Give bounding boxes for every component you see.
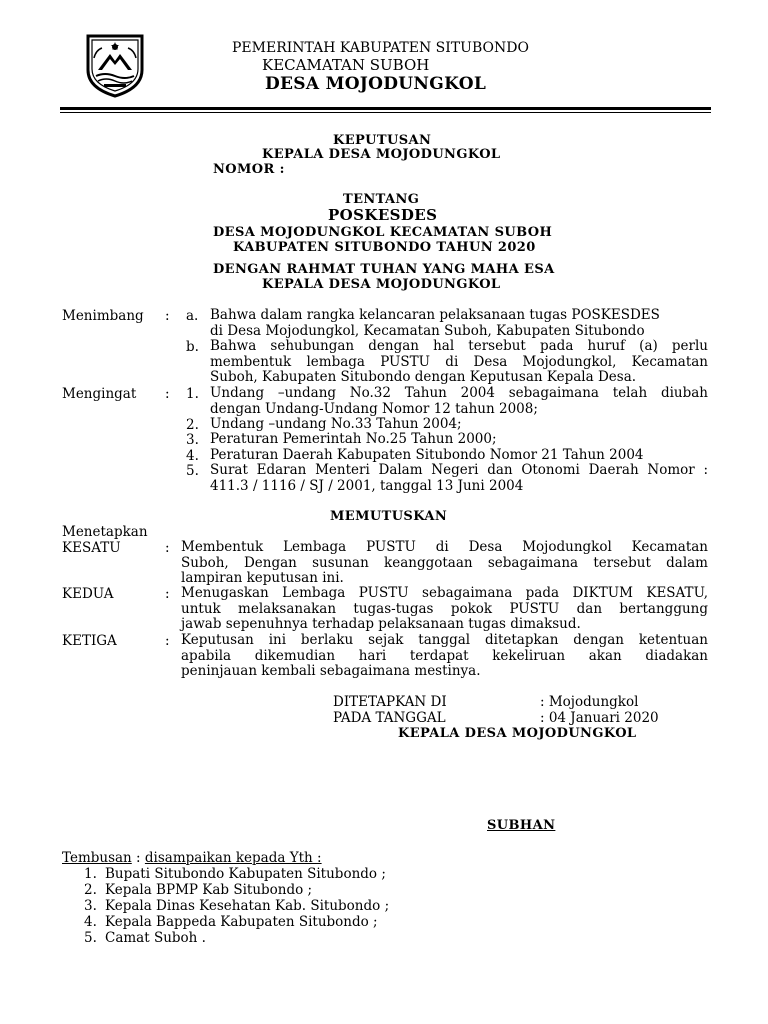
- list-item-number: a.: [186, 308, 199, 324]
- list-item-number: 5.: [84, 930, 97, 946]
- list-item-number: 2.: [84, 882, 97, 898]
- decree-about: TENTANG: [343, 192, 420, 207]
- text-line: dengan Undang-Undang Nomor 12 tahun 2008;: [210, 400, 538, 417]
- mengingat-label: Mengingat: [62, 386, 137, 402]
- tembusan-label: Tembusan: [62, 850, 132, 866]
- menimbang-item-b: [210, 339, 708, 386]
- ketiga-colon: :: [165, 633, 170, 649]
- decree-subject-line3: KABUPATEN SITUBONDO TAHUN 2020: [233, 240, 536, 255]
- list-item-number: 2.: [186, 417, 199, 433]
- text-line: lampiran keputusan ini.: [181, 570, 344, 586]
- mengingat-item-2: Undang –undang No.33 Tahun 2004;: [210, 416, 462, 432]
- kesatu-colon: :: [165, 540, 170, 556]
- decree-title: KEPUTUSAN: [333, 133, 432, 148]
- place-value: : Mojodungkol: [540, 694, 639, 710]
- list-item-number: 1.: [84, 866, 97, 882]
- tembusan-item: Kepala Bappeda Kabupaten Situbondo ;: [105, 914, 378, 930]
- text-line: Bahwa dalam rangka kelancaran pelaksanaan tugas POSKESDES: [210, 307, 660, 323]
- ketiga-text: [181, 633, 708, 680]
- grace-line: DENGAN RAHMAT TUHAN YANG MAHA ESA: [213, 262, 555, 277]
- list-item-number: 3.: [186, 432, 199, 448]
- list-item-number: 5.: [186, 463, 199, 479]
- list-item-number: 1.: [186, 386, 199, 402]
- tembusan-intro: disampaikan kepada Yth :: [144, 850, 322, 866]
- decree-issuer: KEPALA DESA MOJODUNGKOL: [262, 147, 501, 162]
- decree-subject: POSKESDES: [328, 206, 438, 224]
- kedua-text: [181, 586, 708, 633]
- text-line: untuk melaksanakan tugas-tugas pokok PUSTU dan bertanggung: [181, 600, 708, 617]
- list-item-number: b.: [186, 339, 199, 355]
- text-line: Membentuk Lembaga PUSTU di Desa Mojodungkol Kecamatan: [181, 539, 708, 555]
- text-line: membentuk lembaga PUSTU di Desa Mojodungkol, Kecamatan: [210, 353, 708, 370]
- kedua-colon: :: [165, 586, 170, 602]
- text-line: Surat Edaran Menteri Dalam Negeri dan Otonomi Daerah Nomor :: [210, 462, 708, 478]
- tembusan-heading: [62, 850, 322, 866]
- tembusan-colon: :: [131, 850, 145, 866]
- letterhead-village: DESA MOJODUNGKOL: [265, 74, 487, 94]
- situbondo-regency-emblem: [80, 30, 150, 100]
- mengingat-colon: :: [165, 386, 170, 402]
- letterhead-divider-thin: [60, 112, 711, 113]
- letterhead-government: PEMERINTAH KABUPATEN SITUBONDO: [232, 40, 529, 56]
- list-item-number: 3.: [84, 898, 97, 914]
- text-line: jawab sepenuhnya terhadap pelaksanaan tugas dimaksud.: [181, 616, 581, 632]
- text-line: Menugaskan Lembaga PUSTU sebagaimana pada DIKTUM KESATU,: [181, 585, 708, 601]
- kesatu-label: KESATU: [62, 540, 121, 556]
- signatory-position: KEPALA DESA MOJODUNGKOL: [398, 726, 637, 741]
- menimbang-colon: :: [165, 308, 170, 324]
- mengingat-item-4: Peraturan Daerah Kabupaten Situbondo Nomor 21 Tahun 2004: [210, 447, 644, 463]
- text-line: Undang –undang No.32 Tahun 2004 sebagaimana telah diubah: [210, 385, 708, 401]
- text-line: di Desa Mojodungkol, Kecamatan Suboh, Kabupaten Situbondo: [210, 322, 645, 339]
- menimbang-item-a: [210, 308, 708, 339]
- menetapkan-label: Menetapkan: [62, 524, 148, 540]
- letterhead-divider-thick: [60, 107, 711, 110]
- place-label: DITETAPKAN DI: [333, 694, 447, 710]
- tembusan-item: Bupati Situbondo Kabupaten Situbondo ;: [105, 866, 386, 882]
- text-line: Suboh, Kabupaten Situbondo dengan Keputusan Kepala Desa.: [210, 369, 637, 385]
- list-item-number: 4.: [186, 448, 199, 464]
- mengingat-item-3: Peraturan Pemerintah No.25 Tahun 2000;: [210, 431, 497, 447]
- letterhead-district: KECAMATAN SUBOH: [262, 56, 430, 74]
- text-line: Bahwa sehubungan dengan hal tersebut pada huruf (a) perlu: [210, 338, 708, 354]
- tembusan-item: Camat Suboh .: [105, 930, 206, 946]
- date-value: : 04 Januari 2020: [540, 710, 659, 726]
- kesatu-text: [181, 540, 708, 587]
- grace-issuer: KEPALA DESA MOJODUNGKOL: [262, 277, 501, 292]
- mengingat-item-1: [210, 386, 708, 417]
- kedua-label: KEDUA: [62, 586, 114, 602]
- decree-subject-line2: DESA MOJODUNGKOL KECAMATAN SUBOH: [213, 225, 553, 240]
- text-line: apabila dikemudian hari terdapat kekeliruan akan diadakan: [181, 647, 708, 664]
- tembusan-item: Kepala Dinas Kesehatan Kab. Situbondo ;: [105, 898, 390, 914]
- text-line: Suboh, Dengan susunan keanggotaan sebagaimana tersebut dalam: [181, 554, 708, 571]
- text-line: Keputusan ini berlaku sejak tanggal ditetapkan dengan ketentuan: [181, 632, 708, 648]
- decree-number: NOMOR :: [213, 162, 285, 177]
- list-item-number: 4.: [84, 914, 97, 930]
- ketiga-label: KETIGA: [62, 633, 117, 649]
- mengingat-item-5: [210, 463, 708, 494]
- tembusan-item: Kepala BPMP Kab Situbondo ;: [105, 882, 313, 898]
- text-line: peninjauan kembali sebagaimana mestinya.: [181, 663, 481, 679]
- signatory-name: SUBHAN: [487, 818, 556, 833]
- text-line: 411.3 / 1116 / SJ / 2001, tanggal 13 Juni 2004: [210, 477, 524, 494]
- date-label: PADA TANGGAL: [333, 710, 446, 726]
- menimbang-label: Menimbang: [62, 308, 144, 324]
- memutuskan-heading: MEMUTUSKAN: [330, 509, 448, 524]
